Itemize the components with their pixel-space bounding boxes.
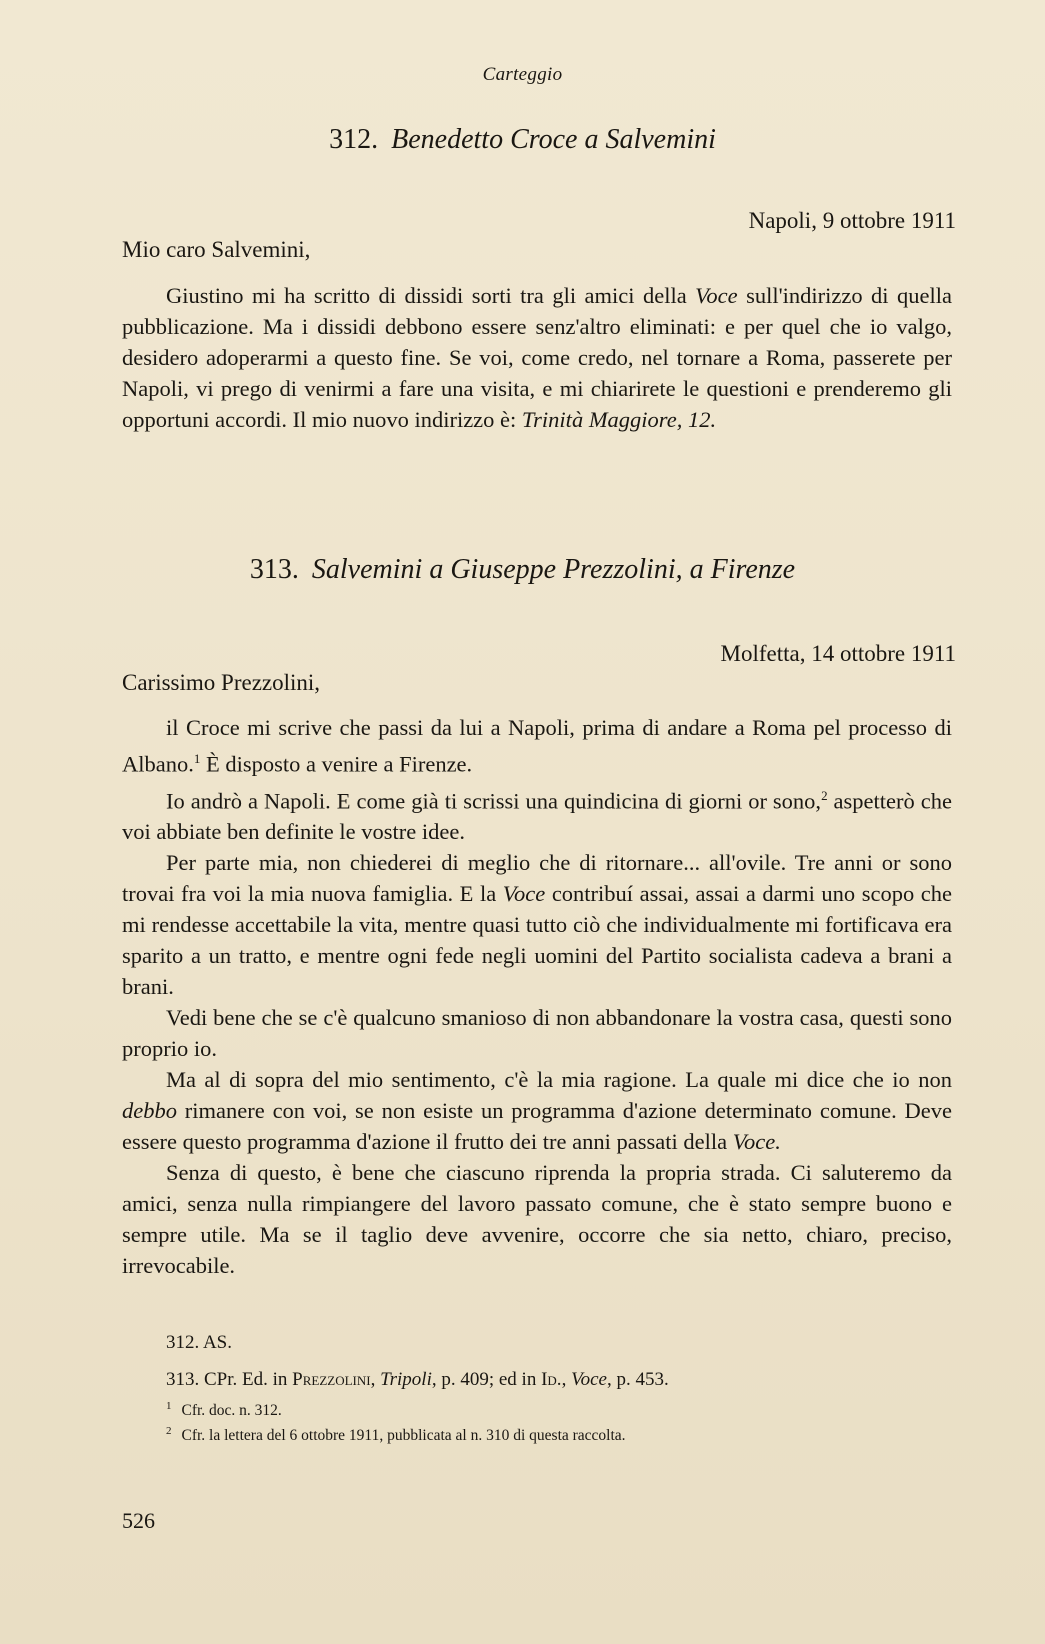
- letter-312-heading: [0, 124, 1045, 156]
- letter-313-paragraph-1: il Croce mi scrive che passi da lui a Napoli, prima di andare a Roma pel processo di Albano.$^1$ È disposto a venire a Firenze.: [122, 715, 952, 777]
- letter-312-paragraph: Giustino mi ha scritto di dissidi sorti tra gli amici della Voce sull'indirizzo di quella pubblicazione. Ma i dissidi debbono essere senz'altro eliminati: e per quel che io valgo, desidero adoperarmi a questo fine. Se voi, come credo, nel tornare a Roma, passerete per Napoli, vi prego di venirmi a fare una visita, e mi chiarirete le questioni e prenderemo gli opportuni accordi. Il mio nuovo indirizzo è: Trinità Maggiore, 12.: [122, 283, 952, 432]
- letter-313-body: [122, 712, 952, 1281]
- letter-313-title: Salvemini a Giuseppe Prezzolini, a Firenze: [311, 554, 796, 585]
- letter-313-heading: [0, 554, 1045, 586]
- letter-312-date: Napoli, 9 ottobre 1911: [748, 208, 956, 233]
- letter-312-salutation: Mio caro Salvemini,: [122, 237, 311, 262]
- footnote-1: $^1$ Cfr. doc. n. 312.: [166, 1400, 282, 1420]
- letter-313-paragraph-3: Per parte mia, non chiederei di meglio che di ritornare... all'ovile. Tre anni or sono trovai fra voi la mia nuova famiglia. E la Voce contribuí assai, assai a darmi uno scopo che mi rendesse accettabile la vita, mentre quasi tutto ciò che individualmente mi fortificava era sparito a un tratto, e mentre ogni fede negli uomini del Partito socialista cadeva a brani a brani.: [122, 850, 953, 999]
- footnote-2: $^2$ Cfr. la lettera del 6 ottobre 1911, pubblicata al n. 310 di questa raccolta.: [166, 1425, 626, 1445]
- letter-312-number: 312.: [329, 124, 379, 155]
- note-312: 312. AS.: [166, 1332, 232, 1353]
- letter-312-title: Benedetto Croce a Salvemini: [391, 124, 716, 155]
- letter-312-body: [122, 280, 952, 435]
- letter-313-salutation: Carissimo Prezzolini,: [122, 670, 321, 695]
- running-head: Carteggio: [482, 64, 563, 85]
- letter-313-number: 313.: [249, 554, 299, 585]
- page-number: 526: [122, 1508, 155, 1533]
- letter-313-paragraph-4: Vedi bene che se c'è qualcuno smanioso di non abbandonare la vostra casa, questi sono proprio io.: [122, 1005, 952, 1061]
- note-313: 313. CPr. Ed. in Prezzolini, Tripoli, p. 409; ed in Id., Voce, p. 453.: [166, 1369, 669, 1390]
- letter-313-paragraph-6: Senza di questo, è bene che ciascuno riprenda la propria strada. Ci saluteremo da amici, senza nulla rimpiangere del lavoro passato comune, che è stato sempre buono e sempre utile. Ma se il taglio deve avvenire, occorre che sia netto, chiaro, preciso, irrevocabile.: [122, 1160, 952, 1278]
- source-notes: [166, 1330, 952, 1446]
- letter-313-date: Molfetta, 14 ottobre 1911: [720, 641, 956, 666]
- letter-313-paragraph-5: Ma al di sopra del mio sentimento, c'è la mia ragione. La quale mi dice che io non debbo rimanere con voi, se non esiste un programma d'azione determinato comune. Deve essere questo programma d'azione il frutto dei tre anni passati della Voce.: [122, 1067, 952, 1154]
- letter-313-paragraph-2: Io andrò a Napoli. E come già ti scrissi una quindicina di giorni or sono,$^2$ aspetterò che voi abbiate ben definite le vostre idee.: [122, 787, 952, 844]
